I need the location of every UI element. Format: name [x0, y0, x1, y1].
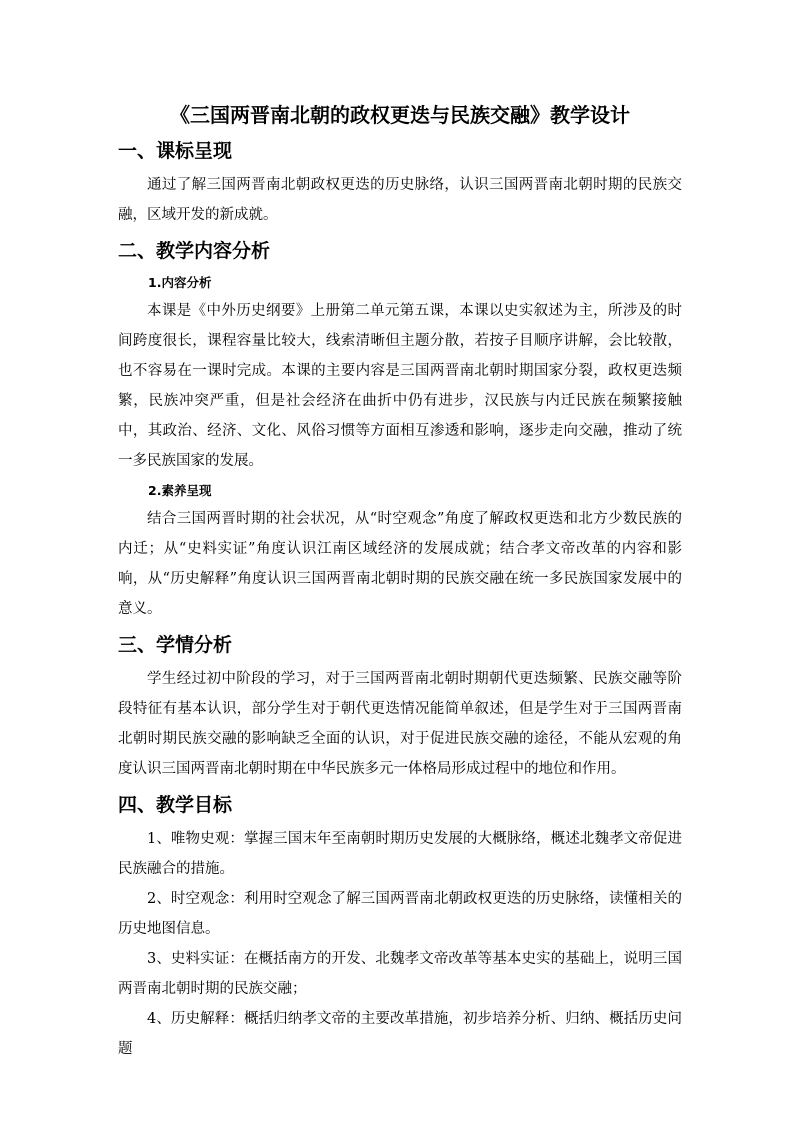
section-content-analysis: [118, 236, 682, 624]
subsection-paragraph: 结合三国两晋时期的社会状况，从“时空观念”角度了解政权更迭和北方少数民族的内迁；从“史料实证”角度认识江南区域经济的发展成就；结合孝文帝改革的内容和影响，从“历史解释”角度认识三国两晋南北朝时期的民族交融在统一多民族国家发展中的意义。: [118, 511, 682, 617]
section-student-analysis: [118, 630, 682, 784]
section-curriculum-standard: [118, 136, 682, 230]
section-heading: 三、学情分析: [118, 634, 233, 656]
section-paragraph: 学生经过初中阶段的学习，对于三国两晋南北朝时期朝代更迭频繁、民族交融等阶段特征有基本认识，部分学生对于朝代更迭情况能简单叙述，但是学生对于三国两晋南北朝时期民族交融的影响缺乏全面的认识，对于促进民族交融的途径，不能从宏观的角度认识三国两晋南北朝时期在中华民族多元一体格局形成过程中的地位和作用。: [118, 671, 682, 777]
objective-item: 3、史料实证：在概括南方的开发、北魏孝文帝改革等基本史实的基础上，说明三国两晋南北朝时期的民族交融；: [118, 951, 682, 997]
objective-item: 1、唯物史观：掌握三国末年至南朝时期历史发展的大概脉络，概述北魏孝文帝促进民族融合的措施。: [118, 831, 682, 877]
objective-item: 2、时空观念：利用时空观念了解三国两晋南北朝政权更迭的历史脉络，读懂相关的历史地图信息。: [118, 891, 682, 937]
subsection-heading: 2.素养呈现: [148, 483, 212, 498]
subsection-paragraph: 本课是《中外历史纲要》上册第二单元第五课，本课以史实叙述为主，所涉及的时间跨度很长，课程容量比较大，线索清晰但主题分散，若按子目顺序讲解，会比较散，也不容易在一课时完成。本课的主要内容是三国两晋南北朝时期国家分裂，政权更迭频繁，民族冲突严重，但是社会经济在曲折中仍有进步，汉民族与内迁民族在频繁接触中，其政治、经济、文化、风俗习惯等方面相互渗透和影响，逐步走向交融，推动了统一多民族国家的发展。: [118, 303, 682, 469]
document-title: 《三国两晋南北朝的政权更迭与民族交融》教学设计: [170, 103, 630, 127]
objective-item: 4、历史解释：概括归纳孝文帝的主要改革措施，初步培养分析、归纳、概括历史问题: [118, 1011, 682, 1057]
subsection-heading: 1.内容分析: [148, 275, 212, 290]
section-teaching-objectives: [118, 790, 682, 1064]
section-heading: 四、教学目标: [118, 794, 233, 816]
section-heading: 一、课标呈现: [118, 140, 233, 162]
section-heading: 二、教学内容分析: [118, 240, 271, 262]
section-paragraph: 通过了解三国两晋南北朝政权更迭的历史脉络，认识三国两晋南北朝时期的民族交融，区域开发的新成就。: [118, 177, 682, 223]
